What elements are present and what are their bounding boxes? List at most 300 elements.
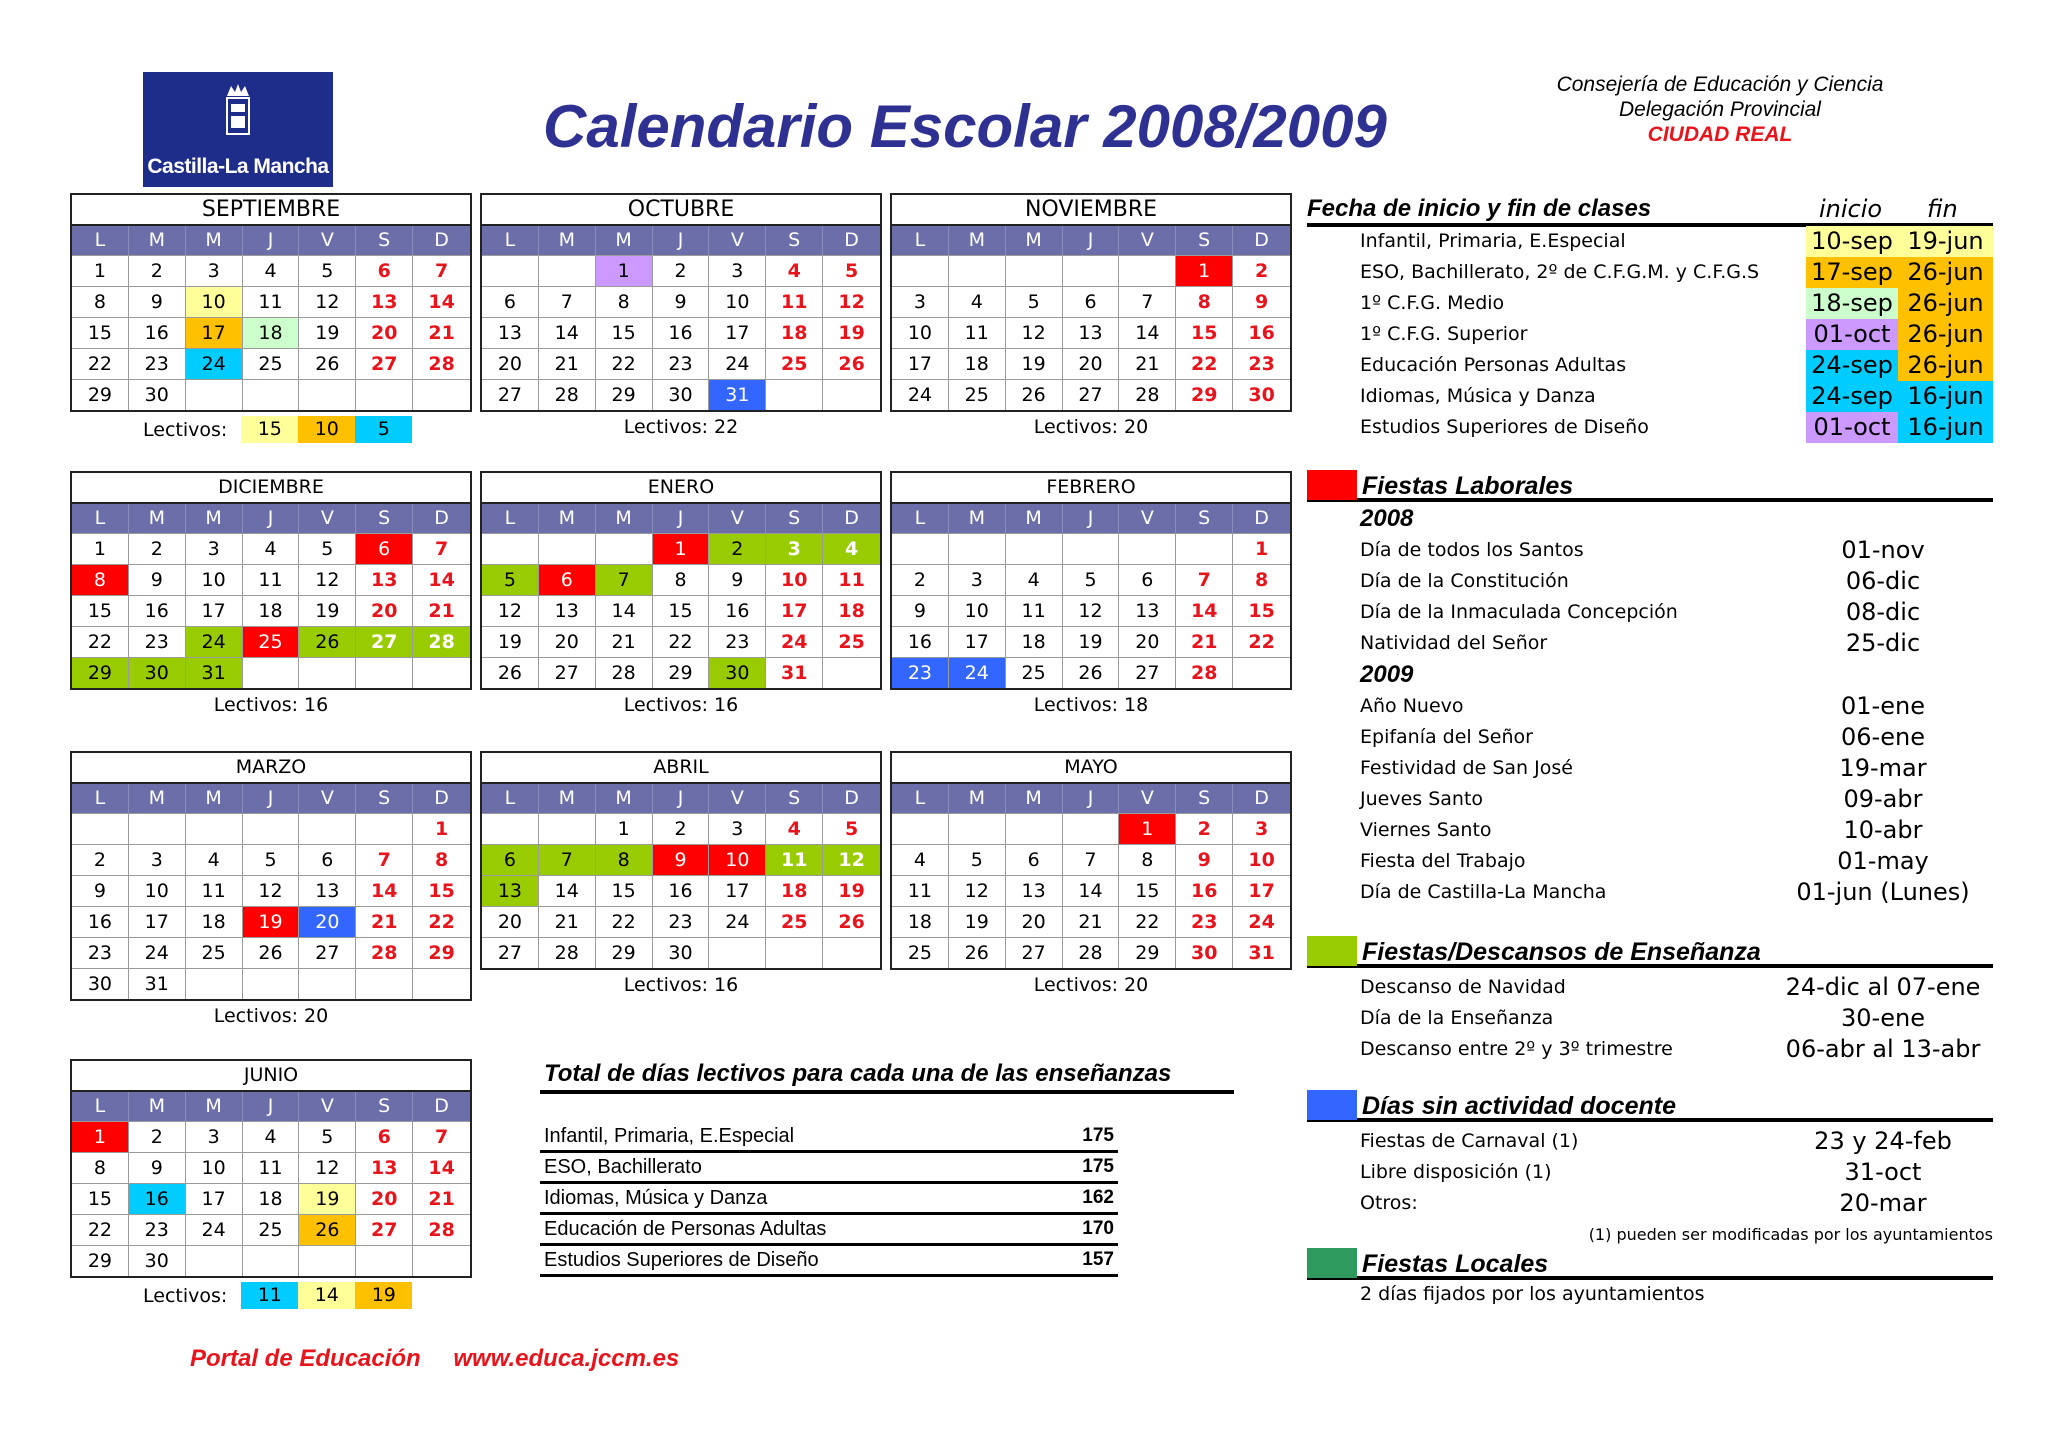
days-grid [72, 1121, 470, 1276]
empty-cell [1233, 657, 1290, 688]
lectivos-count-box: 14 [298, 1282, 355, 1309]
day-cell: 29 [1119, 937, 1176, 968]
weekday-label: M [129, 226, 186, 255]
ensenanza-label: Educación Personas Adultas [1360, 354, 1627, 376]
day-cell: 22 [72, 1214, 129, 1245]
day-cell: 30 [709, 657, 766, 688]
inicio-fin-row [1360, 319, 1993, 350]
day-cell: 15 [596, 875, 653, 906]
month-abril [480, 751, 882, 970]
day-cell: 20 [539, 626, 596, 657]
weekday-label: M [186, 1092, 243, 1121]
day-cell: 27 [356, 348, 413, 379]
day-cell: 12 [823, 844, 880, 875]
day-cell: 18 [892, 906, 949, 937]
day-cell: 8 [1119, 844, 1176, 875]
day-cell: 7 [539, 286, 596, 317]
weekday-label: V [709, 504, 766, 533]
day-cell: 28 [356, 937, 413, 968]
day-cell: 26 [299, 348, 356, 379]
day-cell: 22 [596, 906, 653, 937]
day-cell: 30 [1176, 937, 1233, 968]
castilla-la-mancha-logo [143, 72, 333, 187]
day-cell: 11 [949, 317, 1006, 348]
day-cell: 6 [1006, 844, 1063, 875]
empty-cell [243, 813, 300, 844]
day-cell: 9 [129, 1152, 186, 1183]
weekday-header [72, 1092, 470, 1121]
holiday-label: Jueves Santo [1360, 788, 1484, 810]
day-cell: 23 [892, 657, 949, 688]
weekday-label: L [72, 784, 129, 813]
day-cell: 19 [823, 317, 880, 348]
day-cell: 10 [186, 1152, 243, 1183]
weekday-label: M [539, 226, 596, 255]
day-cell: 25 [949, 379, 1006, 410]
month-febrero [890, 471, 1292, 690]
holiday-date: 20-mar [1839, 1189, 1927, 1217]
day-cell: 23 [129, 1214, 186, 1245]
day-cell: 29 [72, 1245, 129, 1276]
holiday-date: 25-dic [1845, 629, 1921, 657]
day-cell: 18 [186, 906, 243, 937]
ensenanza-label: 1º C.F.G. Superior [1360, 323, 1528, 345]
holiday-date: 06-dic [1845, 567, 1921, 595]
holiday-date: 01-may [1837, 847, 1929, 875]
portal-url-link[interactable]: www.educa.jccm.es [453, 1345, 680, 1372]
day-cell: 14 [356, 875, 413, 906]
portal-label: Portal de Educación [190, 1345, 421, 1372]
day-cell: 17 [949, 626, 1006, 657]
lectivos-count: Lectivos: 22 [623, 416, 739, 438]
day-cell: 24 [186, 348, 243, 379]
month-junio [70, 1059, 472, 1278]
day-cell: 13 [356, 286, 413, 317]
day-cell: 22 [653, 626, 710, 657]
lectivos-count-box: 15 [241, 416, 298, 443]
day-cell: 28 [1063, 937, 1120, 968]
day-cell: 5 [823, 813, 880, 844]
day-cell: 22 [1233, 626, 1290, 657]
empty-cell [482, 255, 539, 286]
inicio-fin-row [1360, 226, 1993, 257]
empty-cell [892, 255, 949, 286]
weekday-label: J [243, 226, 300, 255]
weekday-label: M [1006, 784, 1063, 813]
day-cell: 8 [72, 1152, 129, 1183]
day-cell: 10 [709, 844, 766, 875]
weekday-label: M [129, 504, 186, 533]
day-cell: 26 [243, 937, 300, 968]
empty-cell [356, 813, 413, 844]
day-cell: 29 [72, 379, 129, 410]
lectivos-count: Lectivos: 18 [1033, 694, 1149, 716]
empty-cell [243, 379, 300, 410]
day-cell: 13 [1063, 317, 1120, 348]
day-cell: 16 [709, 595, 766, 626]
sin-actividad-header [1307, 1090, 1993, 1122]
weekday-label: J [653, 226, 710, 255]
day-cell: 20 [1006, 906, 1063, 937]
day-cell: 9 [709, 564, 766, 595]
empty-cell [482, 533, 539, 564]
day-cell: 28 [1119, 379, 1176, 410]
day-cell: 27 [482, 937, 539, 968]
day-cell: 31 [709, 379, 766, 410]
day-cell: 11 [243, 1152, 300, 1183]
days-grid [892, 813, 1290, 968]
holiday-label: Epifanía del Señor [1360, 726, 1533, 748]
day-cell: 8 [596, 286, 653, 317]
day-cell: 10 [709, 286, 766, 317]
day-cell: 1 [413, 813, 470, 844]
day-cell: 6 [482, 286, 539, 317]
holiday-date: 31-oct [1844, 1158, 1922, 1186]
month-marzo [70, 751, 472, 1001]
month-diciembre [70, 471, 472, 690]
day-cell: 9 [1176, 844, 1233, 875]
day-cell: 25 [243, 1214, 300, 1245]
empty-cell [356, 657, 413, 688]
holiday-date: 08-dic [1845, 598, 1921, 626]
empty-cell [539, 813, 596, 844]
day-cell: 31 [129, 968, 186, 999]
weekday-label: S [356, 226, 413, 255]
empty-cell [413, 968, 470, 999]
holiday-label: Fiesta del Trabajo [1360, 850, 1526, 872]
empty-cell [356, 379, 413, 410]
weekday-label: V [1119, 226, 1176, 255]
day-cell: 18 [243, 1183, 300, 1214]
days-grid [72, 813, 470, 999]
holiday-date: 01-nov [1841, 536, 1925, 564]
day-cell: 14 [413, 286, 470, 317]
day-cell: 22 [72, 348, 129, 379]
fin-date: 19-jun [1898, 226, 1993, 257]
day-cell: 10 [892, 317, 949, 348]
institution-line2: Delegación Provincial [1619, 98, 1821, 121]
day-cell: 27 [356, 1214, 413, 1245]
day-cell: 11 [823, 564, 880, 595]
total-row [540, 1153, 1118, 1184]
day-cell: 3 [186, 533, 243, 564]
month-title: OCTUBRE [482, 195, 880, 226]
day-cell: 16 [129, 317, 186, 348]
holiday-row [1360, 1034, 1993, 1065]
day-cell: 31 [1233, 937, 1290, 968]
day-cell: 30 [129, 379, 186, 410]
holiday-date: 01-ene [1841, 692, 1925, 720]
fiestas-locales-title: Fiestas Locales [1362, 1250, 1549, 1278]
inicio-date: 10-sep [1806, 226, 1898, 257]
day-cell: 11 [766, 844, 823, 875]
empty-cell [72, 813, 129, 844]
day-cell: 30 [653, 937, 710, 968]
institution-line1: Consejería de Educación y Ciencia [1556, 73, 1884, 96]
day-cell: 17 [1233, 875, 1290, 906]
day-cell: 26 [823, 906, 880, 937]
weekday-label: D [1254, 229, 1269, 251]
day-cell: 31 [186, 657, 243, 688]
days-grid [72, 255, 470, 410]
day-cell: 22 [72, 626, 129, 657]
day-cell: 10 [186, 564, 243, 595]
day-cell: 23 [129, 348, 186, 379]
weekday-label: S [356, 1092, 413, 1121]
weekday-label: M [596, 784, 653, 813]
empty-cell [539, 533, 596, 564]
day-cell: 14 [1119, 317, 1176, 348]
day-cell: 19 [299, 317, 356, 348]
fin-date: 26-jun [1898, 319, 1993, 350]
inicio-date: 18-sep [1806, 288, 1898, 319]
day-cell: 24 [766, 626, 823, 657]
total-label: Idiomas, Música y Danza [544, 1187, 768, 1209]
day-cell: 2 [1176, 813, 1233, 844]
weekday-label: S [1176, 226, 1233, 255]
total-label: Estudios Superiores de Diseño [544, 1249, 819, 1271]
weekday-label: M [186, 226, 243, 255]
day-cell: 30 [129, 1245, 186, 1276]
fin-date: 26-jun [1898, 257, 1993, 288]
ensenanza-label: 1º C.F.G. Medio [1360, 292, 1505, 314]
day-cell: 20 [356, 595, 413, 626]
inicio-fin-title: Fecha de inicio y fin de clases [1307, 195, 1652, 222]
day-cell: 19 [1063, 626, 1120, 657]
day-cell: 4 [243, 533, 300, 564]
empty-cell [892, 813, 949, 844]
day-cell: 3 [709, 813, 766, 844]
empty-cell [299, 968, 356, 999]
day-cell: 26 [1063, 657, 1120, 688]
empty-cell [129, 813, 186, 844]
day-cell: 6 [356, 255, 413, 286]
day-cell: 3 [129, 844, 186, 875]
fin-column-label: fin [1927, 195, 1958, 223]
day-cell: 18 [949, 348, 1006, 379]
empty-cell [299, 657, 356, 688]
holiday-row [1360, 1157, 1993, 1188]
day-cell: 24 [186, 1214, 243, 1245]
total-value: 170 [1082, 1218, 1114, 1239]
day-cell: 16 [1233, 317, 1290, 348]
empty-cell [1006, 255, 1063, 286]
day-cell: 25 [766, 906, 823, 937]
day-cell: 25 [243, 626, 300, 657]
lectivos-label: Lectivos: [143, 1284, 228, 1307]
day-cell: 21 [413, 317, 470, 348]
ensenanza-label: Idiomas, Música y Danza [1360, 385, 1596, 407]
empty-cell [1006, 813, 1063, 844]
day-cell: 4 [823, 533, 880, 564]
day-cell: 18 [766, 317, 823, 348]
day-cell: 18 [823, 595, 880, 626]
inicio-fin-row [1360, 257, 1993, 288]
day-cell: 23 [653, 348, 710, 379]
day-cell: 1 [596, 255, 653, 286]
day-cell: 29 [596, 379, 653, 410]
fiestas-locales-header [1307, 1248, 1993, 1280]
weekday-label: D [434, 229, 449, 251]
inicio-date: 01-oct [1806, 412, 1898, 443]
total-label: Infantil, Primaria, E.Especial [544, 1125, 795, 1147]
day-cell: 23 [72, 937, 129, 968]
weekday-label: J [653, 784, 710, 813]
day-cell: 9 [892, 595, 949, 626]
holiday-row [1360, 815, 1993, 846]
day-cell: 2 [129, 533, 186, 564]
empty-cell [949, 533, 1006, 564]
weekday-label: M [129, 1092, 186, 1121]
holiday-label: Día de la Constitución [1360, 570, 1569, 592]
day-cell: 7 [413, 1121, 470, 1152]
day-cell: 16 [129, 595, 186, 626]
weekday-label: M [1006, 504, 1063, 533]
day-cell: 9 [653, 844, 710, 875]
total-value: 157 [1082, 1249, 1114, 1270]
weekday-label: S [766, 504, 823, 533]
day-cell: 13 [539, 595, 596, 626]
weekday-label: M [949, 226, 1006, 255]
holiday-row [1360, 753, 1993, 784]
day-cell: 13 [299, 875, 356, 906]
fin-date: 26-jun [1898, 350, 1993, 381]
day-cell: 25 [766, 348, 823, 379]
day-cell: 24 [129, 937, 186, 968]
day-cell: 12 [949, 875, 1006, 906]
day-cell: 23 [129, 626, 186, 657]
lectivos-count: Lectivos: 20 [1033, 416, 1149, 438]
day-cell: 11 [1006, 595, 1063, 626]
day-cell: 5 [482, 564, 539, 595]
day-cell: 7 [413, 533, 470, 564]
holiday-label: Descanso de Navidad [1360, 976, 1566, 998]
day-cell: 8 [413, 844, 470, 875]
weekday-label: S [766, 784, 823, 813]
red-legend-square [1307, 470, 1357, 500]
weekday-label: V [299, 226, 356, 255]
day-cell: 28 [539, 379, 596, 410]
empty-cell [186, 813, 243, 844]
weekday-label: M [949, 504, 1006, 533]
year-2009-label: 2009 [1360, 661, 1414, 688]
day-cell: 6 [356, 533, 413, 564]
day-cell: 10 [949, 595, 1006, 626]
day-cell: 29 [413, 937, 470, 968]
month-noviembre [890, 193, 1292, 412]
fin-date: 16-jun [1898, 412, 1993, 443]
day-cell: 15 [1233, 595, 1290, 626]
weekday-header [72, 504, 470, 533]
weekday-header [72, 226, 470, 255]
day-cell: 4 [243, 1121, 300, 1152]
day-cell: 20 [299, 906, 356, 937]
day-cell: 12 [1006, 317, 1063, 348]
weekday-label: J [653, 504, 710, 533]
day-cell: 5 [243, 844, 300, 875]
day-cell: 29 [653, 657, 710, 688]
total-label: ESO, Bachillerato [544, 1156, 702, 1178]
day-cell: 6 [299, 844, 356, 875]
holiday-label: Día de todos los Santos [1360, 539, 1584, 561]
days-grid [892, 255, 1290, 410]
day-cell: 3 [1233, 813, 1290, 844]
header-institution [1490, 72, 1950, 147]
day-cell: 24 [1233, 906, 1290, 937]
ensenanza-label: Estudios Superiores de Diseño [1360, 416, 1649, 438]
day-cell: 4 [1006, 564, 1063, 595]
empty-cell [243, 657, 300, 688]
day-cell: 21 [1119, 348, 1176, 379]
day-cell: 6 [356, 1121, 413, 1152]
day-cell: 3 [949, 564, 1006, 595]
day-cell: 15 [1176, 317, 1233, 348]
weekday-label: L [72, 1092, 129, 1121]
day-cell: 29 [596, 937, 653, 968]
footer [190, 1345, 705, 1373]
day-cell: 7 [1063, 844, 1120, 875]
day-cell: 2 [653, 255, 710, 286]
day-cell: 17 [129, 906, 186, 937]
holiday-row [1360, 972, 1993, 1003]
day-cell: 12 [299, 286, 356, 317]
day-cell: 25 [186, 937, 243, 968]
month-enero [480, 471, 882, 690]
fiestas-ensenanza-header [1307, 936, 1993, 968]
day-cell: 9 [653, 286, 710, 317]
day-cell: 5 [1006, 286, 1063, 317]
lectivos-count: Lectivos: 16 [213, 694, 329, 716]
fiestas-locales-text: 2 días fijados por los ayuntamientos [1360, 1283, 1705, 1305]
day-cell: 12 [299, 564, 356, 595]
day-cell: 13 [1119, 595, 1176, 626]
lectivos-count: Lectivos: 20 [1033, 974, 1149, 996]
fin-date: 26-jun [1898, 288, 1993, 319]
weekday-label: D [434, 1095, 449, 1117]
day-cell: 2 [709, 533, 766, 564]
weekday-header [482, 504, 880, 533]
empty-cell [709, 937, 766, 968]
day-cell: 15 [72, 595, 129, 626]
weekday-label: V [1119, 784, 1176, 813]
weekday-label: M [539, 784, 596, 813]
day-cell: 2 [129, 255, 186, 286]
day-cell: 5 [823, 255, 880, 286]
day-cell: 14 [539, 317, 596, 348]
holiday-date: 09-abr [1843, 785, 1923, 813]
day-cell: 2 [1233, 255, 1290, 286]
day-cell: 9 [72, 875, 129, 906]
empty-cell [1006, 533, 1063, 564]
day-cell: 18 [1006, 626, 1063, 657]
day-cell: 30 [129, 657, 186, 688]
day-cell: 13 [482, 317, 539, 348]
inicio-date: 01-oct [1806, 319, 1898, 350]
day-cell: 28 [413, 626, 470, 657]
day-cell: 3 [186, 1121, 243, 1152]
holiday-label: Día de la Inmaculada Concepción [1360, 601, 1678, 623]
day-cell: 22 [1119, 906, 1176, 937]
empty-cell [949, 255, 1006, 286]
day-cell: 27 [1063, 379, 1120, 410]
day-cell: 12 [243, 875, 300, 906]
fiestas-ensenanza-title: Fiestas/Descansos de Enseñanza [1362, 938, 1761, 966]
day-cell: 17 [186, 595, 243, 626]
green-legend-square [1307, 936, 1357, 966]
holiday-row [1360, 597, 1993, 628]
day-cell: 10 [766, 564, 823, 595]
lectivos-count: Lectivos: 16 [623, 974, 739, 996]
